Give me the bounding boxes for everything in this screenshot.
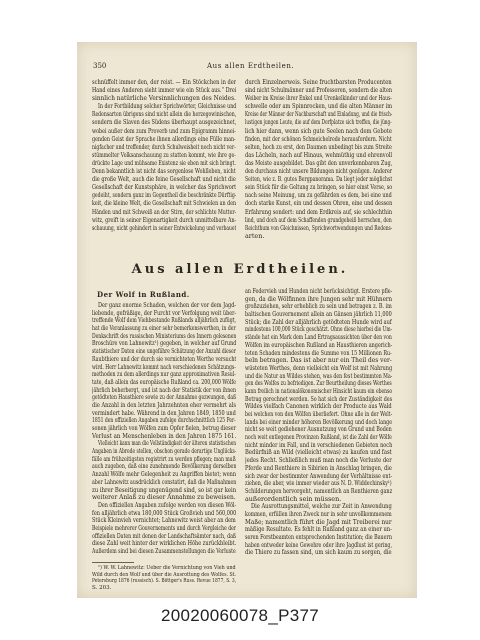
text-line-content: Beispiele mehrerer Gouvernements und durch Vergleiche der [92, 523, 236, 532]
text-line [245, 143, 392, 151]
text-line-content: Stück Kleinvieh vernichtet; Lahnewitz weist aber an dem [92, 516, 236, 525]
text-line-content: Seiten, wie z. B. gutes Bergpanorama. Da liegt jeder möglichst [245, 175, 392, 184]
text-line-content: kann freilich in nationalökonomischer Hinsicht kaum ein ebenso [245, 386, 392, 395]
text-line-content: Reichthum von Gleichnissen, Sprichwortwendungen und Redens- [245, 223, 392, 232]
text-line-content: stümmelter Volksanschauung zu statten kommt, wie ihre ge- [92, 150, 236, 159]
text-line-content: sind nicht Schulmänner und Professoren, sondern die alten [245, 86, 392, 95]
text-line-content: getödteten Hausthiere sowie zu der Annahme gezwungen, daß [92, 393, 236, 402]
text-line-content: arten. [245, 231, 265, 240]
text-line [92, 572, 236, 579]
text-line-content: schwelle oder am Spinnrocken, und die alten Männer im [245, 102, 392, 111]
text-line-content: ziehen, die aber, wie immer wieder aus N. D. Widdechinsky¹) [245, 479, 392, 488]
text-line-content: nicht minder im Fall, und in verschiedenen Gebieten noch [245, 440, 392, 449]
text-line [245, 102, 392, 110]
text-line [245, 151, 392, 159]
text-line-content: die Thiere zu fassen sind, um sich kaum zu sorgen, die [245, 548, 392, 557]
text-line-content: Die Ausrottungsmittel, welche zur Zeit in Anwendung [251, 502, 392, 511]
text-line-content: fen alljährlich etwa 180,000 Stück Großvieh und 560,000 [92, 508, 236, 517]
text-line-content: Händen und mit Schweiß an der Stirn, der schlichte Mutter- [92, 207, 236, 216]
text-line-content: nach seine Meinung, um zu gefährden es dem, bei eine und [245, 191, 392, 200]
text-line-content: jährlich beherbergt, und ist nach der Statistik der von ihnen [92, 385, 236, 394]
text-line [92, 216, 236, 224]
text-line-content: Außerdem sind bei diesen Zusammenstellungen die Verluste [92, 547, 236, 555]
text-line [245, 175, 392, 183]
text-line-content: gen, da die Wölfinnen ihre Jungen sehr mit Hühnern [245, 294, 392, 303]
text-line-content: Raubthiere und der durch sie vernichteten Werthe versucht [92, 354, 236, 363]
text-line [245, 127, 392, 135]
text-line-content: witz, greift in seiner Eigenartigkeit durch unmittelbare An- [92, 215, 236, 224]
text-line [92, 135, 236, 143]
text-line [245, 159, 392, 167]
text-line-content: Verlust an Menschenleben in den Jahren 1875 161. [92, 431, 236, 440]
text-line-content: stände hat ein Mark dem Land Ertragsaussichten über den von [245, 333, 392, 342]
text-line [92, 118, 236, 126]
text-line-content: noch weit entlegenen Provinzen Rußland, ist die Zahl der Wölfe [245, 433, 392, 442]
text-line-content: baltischen Gouvernement allein an Gänsen jährlich 11,000 [245, 310, 392, 319]
text-line-content: nigfacher und treffender, durch Schulweisheit noch nicht ver- [92, 142, 236, 151]
text-line-content: sich zwar der bestimmter Anwendung der Verhältnisse ent- [245, 471, 392, 480]
text-line [245, 199, 392, 207]
text-line-content: aber Lahnewitz ausdrücklich constatirt, daß die Maßnahmen [92, 477, 236, 486]
text-line-content: Wildes vielfach Canonen wirklich der Producte aus Wald [245, 402, 392, 411]
text-line [245, 216, 392, 224]
text-line-content: auch zugeben, daß eine zunehmende Bevölkerung derselben [92, 462, 236, 471]
text-line-content: vermindert habe. Während in den Jahren 1849, 1850 und [92, 408, 236, 417]
text-line [92, 110, 236, 118]
text-line [245, 208, 392, 216]
text-line [92, 143, 236, 151]
text-line-content: selten, hoch zu erst, den Daumen unbedingt bis zum Streite [245, 142, 392, 151]
text-line-content: durch Einzelnerweis. Seine fruchtbarsten Producenten [245, 78, 392, 86]
text-line [245, 118, 392, 126]
text-line [92, 578, 236, 585]
text-line-content: Weiber im Kreise ihrer Enkel und Urenkelkinder und der Haus- [245, 94, 392, 103]
text-line-content: zu ihrer Beseitigung ungenügend sind, so ist gar kein [92, 485, 236, 494]
text-line [245, 549, 392, 557]
text-line [92, 86, 236, 94]
article-left-column [92, 302, 236, 558]
text-line-content: großzuziehen, sehr erheblich zu sein und betragen z. B. im [245, 302, 392, 311]
text-line [92, 151, 236, 159]
text-line-content: wird. Herr Lahnewitz kommt nach verschiedenen Schätzungs- [92, 362, 236, 371]
text-line-content: In der Fortbildung solcher Sprichwörter, Gleichnisse und [98, 102, 236, 111]
text-line-content: gen des Wolfes zu befriedigen. Zur Beurtheilung dieses Werthes [245, 379, 392, 388]
text-line-content: 1851 den offiziellen Angaben zufolge durchschnittlich 125 Per- [92, 416, 236, 425]
article-right-column [245, 288, 392, 559]
text-line [92, 565, 236, 572]
text-line [245, 86, 392, 94]
text-line [245, 167, 392, 175]
text-line-content: Vielleicht kann man die Vollständigkeit der älteren statistischen [98, 439, 236, 448]
text-line-content: finden, mit der schönen Schmeichelrede herausfordern. Nicht [245, 134, 392, 143]
text-line [92, 191, 236, 199]
text-line-content: Denkschrift des russischen Ministeriums des Innern gelesenen [92, 331, 236, 340]
text-line-content: genden Geist der Sprache ihnen allerdings eine Fülle man- [92, 134, 236, 143]
text-line-content: Hand eines Anderen sieht immer wie ein Stück aus.“ Drei [92, 86, 236, 95]
text-line-content: Redensarten übrigens sind nicht allein die herzegowinischen, [92, 110, 236, 119]
text-line [245, 224, 392, 232]
text-line-content: gedeiht, sondern ganz im Gegentheil die beschränkte Dürftig- [92, 191, 236, 200]
text-line-content: nicht so weit gediehener Ausnutzung von Grund und Boden [245, 425, 392, 434]
text-line-content: drückte Lage und mühsame Existenz sie eben mit sich bringt. [92, 158, 236, 167]
article-heading: Der Wolf in Rußland. [97, 290, 190, 299]
text-line-content: schauung, nicht gehindert in seiner Entwickelung und verbauet [92, 223, 236, 232]
text-line-content: und die Natur an Wildes stehen, was den fest bestimmten Ma- [245, 371, 392, 380]
text-line-content: sein Stück für die Geltung zu bringen, so hier einst Verse, so [245, 183, 392, 192]
text-line-content: jedes Recht. Schließlich muß man noch die Verluste der [245, 456, 392, 465]
text-line-content: wobei außer dem zum Proverb und zum Epigramm hinnei- [92, 126, 236, 135]
text-line-content: fälle am frühzeitigsten registrirt zu werden pflegen; man muß [92, 454, 236, 463]
text-line-content: Angaben in Abrede stellen, obschon gerade derartige Unglücks- [92, 447, 236, 456]
text-line-content: sondern die Slaven des Südens überhaupt ausgezeichnet, [92, 118, 236, 127]
text-line-content: weiterer Anlaß zu dieser Annahme zu beweisen. [92, 493, 236, 502]
text-line-content: lands bei einer minder höheren Bevölkerung und doch lange [245, 417, 392, 426]
text-line-content: lustigen jungen Leute, die auf dem Dorfplatze sich treffen, die jüng- [245, 118, 392, 127]
page-number: 350 [93, 62, 107, 70]
text-line [92, 159, 236, 167]
text-line-content: Denn bekanntlich ist nicht das sorgenlose Wohlleben, nicht [92, 167, 236, 176]
text-line-content: Den offiziellen Angaben zufolge werden von diesen Wöl- [98, 500, 236, 509]
top-left-column [92, 78, 236, 234]
text-line-content: hat die Veranlassung zu einer sehr bemerkenswerthen, in der [92, 324, 236, 333]
text-line [245, 232, 392, 240]
text-line-content: methoden zu dem allerdings nur ganz approximativen Resul- [92, 370, 236, 379]
text-line-content: das Meiste ausgebildet. Das gibt den unverkennbaren Zug, [245, 158, 392, 167]
text-line-content: lich hier dann, wenn sich gute Seelen nach dem Gebote [245, 126, 392, 135]
text-line-content: offiziellen Daten mit denen der Landschaftsämter nach, daß [92, 531, 236, 540]
text-line [92, 167, 236, 175]
text-line-content: ¹) W. W. Lahnewitz: Ueber die Vernichtung von Vieh und [98, 565, 236, 571]
text-line-content: an Federvieh und Hunden nicht berücksichtigt. Erstere pfle- [245, 288, 392, 295]
text-line-content: Broschüre von Lahnewitz¹) gegeben, in welcher auf Grund [92, 339, 236, 348]
text-line-content: Wild durch den Wolf und über die Ausrottung des Wolfes. St. [92, 571, 236, 578]
text-line-content: Maße; namentlich führt die Jagd mit Treiberei nur [245, 517, 392, 526]
text-line [92, 78, 236, 86]
text-line [245, 135, 392, 143]
text-line-content: doch starke Kunst, ein und dessen Ohren, eine und dessen [245, 199, 392, 208]
text-line-content: diese Zahl weit hinter der wirklichen Höhe zurückbleibt. [92, 539, 236, 548]
footnote [92, 565, 236, 593]
text-line-content: seren Forstbeamten entsprechenden Institution; die Bauern [245, 533, 392, 541]
text-line-content: Pferde und Renthiere in Sibirien in Anschlag bringen, die [245, 463, 392, 472]
text-line-content: tate, daß allein das europäische Rußland ca. 200,000 Wölfe [92, 377, 236, 386]
text-line-content: Betrag gerechnet werden. So hat sich der Zuständigkeit des [245, 394, 392, 403]
text-line-content: das Lächeln, nach auf Hinaus, wehmüthig und ehrenvoll [245, 150, 392, 159]
text-line [245, 110, 392, 118]
text-line [92, 208, 236, 216]
text-line-content: Wölfen im europäischen Rußland an Hausthieren angerich- [245, 340, 392, 349]
text-line-content: Erfahrung sondert: und dem Erdkreis auf, sie schlechthin [245, 207, 392, 216]
text-line [245, 94, 392, 102]
section-title: Aus allen Erdtheilen. [131, 262, 349, 277]
text-line [92, 548, 236, 556]
footnote-rule [92, 562, 134, 563]
text-line [92, 224, 236, 232]
text-line-content: Anzahl Wölfe mehr Gelegenheit zu Angriffen bietet; wenn [92, 470, 236, 479]
top-right-column [245, 78, 392, 242]
text-line-content: Bedürfniß an Wild (vielleicht etwas) zu kaufen und fast [245, 448, 392, 457]
image-caption: 20020060078_P377 [161, 606, 319, 625]
text-line [92, 127, 236, 135]
text-line-content: keit, die kleine Welt, die Gesellschaft mit Schwielen an den [92, 199, 236, 208]
text-line-content: außerordentlich sein müssen. [245, 494, 342, 503]
text-line [92, 585, 236, 592]
text-line-content: Petersburg 1876 (russisch). S. Böttger's Russ. Revue 1877, S. 3, [92, 578, 236, 585]
text-line-content: liebende, gefräßige, der Furcht vor Verfolgung weit über- [92, 308, 236, 317]
running-title: Aus allen Erdtheilen. [207, 62, 295, 70]
text-line-content: die große Welt, auch die feine Gesellschaft und nicht die [92, 175, 236, 184]
text-line-content: lind, und doch auf dem Schaffenden grundgeheiß herrschen, den [245, 215, 392, 224]
text-line [92, 175, 236, 183]
text-line-content: den durchaus nicht unsere Bildungen nicht genügen. Anderer [245, 167, 392, 176]
text-line [92, 102, 236, 110]
text-line [92, 183, 236, 191]
text-line [92, 94, 236, 102]
text-line-content: wüsteten Werthes, denn vielleicht ein Wolf ist mit Nahrung [245, 363, 392, 372]
text-line [245, 78, 392, 86]
text-line-content: treffende Wolf dem Viehbestande Rußlands alljährlich zufügt, [92, 316, 236, 325]
text-line-content: sinnlich natürliche Versinnlichungen des Neides. [92, 94, 236, 103]
text-line-content: sonen jährlich von Wölfen zum Opfer fielen, betrug dieser [92, 424, 236, 432]
text-line-content: beln betragen. Das ist aber nur ein Theil des ver- [245, 356, 392, 365]
text-line-content: Gesellschaft der Kunstsphäre, in welcher das Sprichwort [92, 183, 236, 192]
text-line-content: S. 203. [92, 584, 112, 591]
text-line-content: statistischer Daten eine ungefähre Schätzung der Anzahl dieser [92, 347, 236, 356]
text-line-content: Stück; die Zahl der alljährlich getödteten Hunde wird auf [245, 317, 392, 326]
text-line-content: kommen, erfüllen ihren Zweck nur in sehr unvollkommenem [245, 509, 392, 518]
text-line [245, 191, 392, 199]
text-line-content: teten Schaden mindestens die Summe von 15 Millionen Ru- [245, 348, 392, 357]
text-line-content: schnüffelt immer den, der reist. — Ein Stöckchen in der [92, 78, 236, 86]
text-line-content: bei welchen von den Wölfen überliefert. Ohne alle in der Welt- [245, 410, 392, 418]
text-line-content: haben entweder keine Gewehre oder ihre Jagdlust ist gering, [245, 540, 392, 549]
text-line-content: die Anzahl in den letzten Jahrzehnten eher vermehrt als [92, 400, 236, 409]
text-line [245, 183, 392, 191]
text-line-content: Der ganz enorme Schaden, welchen der vor dem Jagd- [98, 302, 236, 309]
text-line-content: mindestens 100,000 Stück geschätzt. Ohne diese hierbei die Um- [245, 325, 392, 334]
text-line [92, 199, 236, 207]
text-line-content: Schilderungen hervorgeht, namentlich an Renthieren ganz [245, 486, 392, 495]
text-line-content: Kreise der Männer der Nachbarschaft und Einladung, und die frisch- [245, 110, 392, 119]
text-line-content: mäßige Resultate. Es fehlt in Rußland ganz an einer un- [245, 525, 392, 534]
